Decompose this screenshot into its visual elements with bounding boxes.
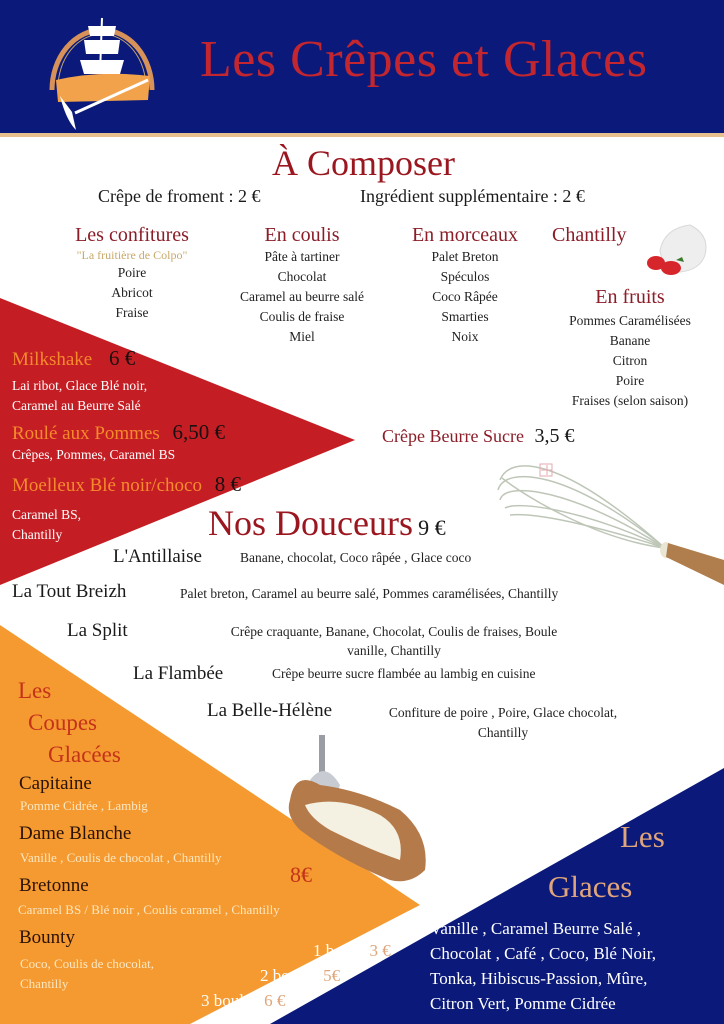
- list-item: Abricot: [111, 285, 153, 300]
- title-line: Glacées: [48, 742, 121, 767]
- special-desc: [12, 505, 81, 545]
- column-title: Les confitures: [75, 224, 189, 246]
- boule-price: 6 €: [264, 991, 286, 1010]
- fruits-column: [545, 286, 715, 411]
- coupe-name: Bretonne: [19, 875, 89, 896]
- title-line: Les: [620, 819, 665, 854]
- list-item: Palet Breton: [431, 249, 499, 264]
- desc-line: Chantilly: [20, 976, 69, 991]
- column-title: En coulis: [264, 224, 340, 246]
- glaces-title: [548, 812, 665, 912]
- boule-label: 1 boule: [313, 941, 364, 960]
- item-price: 3,5 €: [534, 425, 575, 447]
- special-item-moelleux: [12, 472, 241, 497]
- list-item: Miel: [289, 329, 315, 344]
- desc-line: vanille, Chantilly: [347, 643, 441, 658]
- coupes-price: 8€: [290, 862, 312, 887]
- item-name: Roulé aux Pommes: [12, 423, 160, 444]
- item-price: 6,50 €: [172, 420, 226, 444]
- title-line: Les: [18, 678, 52, 703]
- coupe-name: Dame Blanche: [19, 823, 132, 844]
- whisk-icon: [498, 464, 724, 585]
- item-price: 8 €: [214, 472, 241, 496]
- coupe-name: Capitaine: [19, 773, 92, 794]
- dish-desc: [358, 703, 648, 743]
- coupe-desc: Pomme Cidrée , Lambig: [20, 798, 148, 813]
- douceurs-header: [208, 502, 446, 544]
- desc-line: Coco, Coulis de chocolat,: [20, 956, 154, 971]
- base-price: Crêpe de froment : 2 €: [98, 186, 261, 206]
- desc-line: Confiture de poire , Poire, Glace chocolat,: [388, 705, 618, 720]
- page-title: Les Crêpes et Glaces: [200, 31, 648, 88]
- glaces-flavors: [430, 916, 656, 1016]
- flavor-line: Tonka, Hibiscus-Passion, Mûre,: [430, 969, 648, 988]
- boule-label: 3 boules: [201, 991, 259, 1010]
- coupe-name: Bounty: [19, 927, 75, 948]
- dish-desc: Banane, chocolat, Coco râpée , Glace coco: [240, 550, 472, 565]
- boule-label: 2 boules: [260, 966, 318, 985]
- list-item: Poire: [615, 373, 645, 388]
- header-border: [0, 133, 724, 137]
- coupe-desc: Caramel BS / Blé noir , Coulis caramel , Chantilly: [18, 902, 280, 917]
- coulis-column: [222, 224, 382, 347]
- list-item: Citron: [612, 353, 648, 368]
- column-title: En fruits: [595, 286, 665, 308]
- list-item: Fraises (selon saison): [571, 393, 689, 408]
- dish-desc: [184, 622, 604, 660]
- list-item: Coulis de fraise: [259, 309, 345, 324]
- desc-line: Caramel BS,: [12, 507, 81, 522]
- item-name: Milkshake: [12, 349, 93, 370]
- list-item: Poire: [117, 265, 147, 280]
- list-item: Caramel au beurre salé: [239, 289, 365, 304]
- boule-price-3: [201, 991, 285, 1011]
- list-item: Smarties: [441, 309, 489, 324]
- special-item-milkshake: [12, 346, 135, 371]
- flavor-line: Chocolat , Café , Coco, Blé Noir,: [430, 944, 656, 963]
- douceurs-price: 9 €: [418, 515, 446, 540]
- column-subtitle: "La fruitière de Colpo": [76, 248, 188, 262]
- title-line: Coupes: [28, 710, 97, 735]
- dish-desc: Crêpe beurre sucre flambée au lambig en cuisine: [272, 666, 536, 681]
- douceurs-title: Nos Douceurs: [208, 503, 413, 543]
- special-desc: [12, 376, 147, 416]
- item-name: Crêpe Beurre Sucre: [382, 426, 524, 446]
- desc-line: Chantilly: [477, 725, 529, 740]
- coupes-title: [18, 675, 121, 771]
- special-item-roule: [12, 420, 225, 445]
- list-item: Coco Râpée: [432, 289, 498, 304]
- item-name: Moelleux Blé noir/choco: [12, 475, 202, 496]
- confitures-column: [52, 224, 212, 323]
- chantilly-title: Chantilly: [552, 224, 627, 246]
- boule-price-2: [260, 966, 340, 986]
- column-title: En morceaux: [411, 224, 519, 246]
- item-price: 6 €: [108, 346, 136, 370]
- dish-name: La Flambée: [133, 663, 224, 684]
- special-desc: Crêpes, Pommes, Caramel BS: [12, 447, 176, 462]
- boule-price: 5€: [323, 966, 341, 985]
- coupe-desc: [20, 954, 154, 994]
- extra-ingredient-price: Ingrédient supplémentaire : 2 €: [360, 186, 585, 206]
- ship-logo-icon: [40, 8, 164, 130]
- flavor-line: Vanille , Caramel Beurre Salé ,: [430, 919, 642, 938]
- chantilly-strawberry-icon: [647, 225, 706, 275]
- desc-line: Lai ribot, Glace Blé noir,: [12, 378, 148, 393]
- list-item: Pâte à tartiner: [264, 249, 340, 264]
- desc-line: Crêpe craquante, Banane, Chocolat, Coulis de fraises, Boule: [230, 624, 558, 639]
- boule-price-1: [313, 941, 391, 961]
- dish-name: La Belle-Hélène: [207, 700, 333, 721]
- composer-title: À Composer: [272, 143, 455, 183]
- desc-line: Caramel au Beurre Salé: [12, 398, 141, 413]
- beurre-sucre-item: [382, 425, 574, 448]
- boule-price: 3 €: [369, 941, 391, 960]
- morceaux-column: [395, 224, 535, 347]
- coupe-desc: Vanille , Coulis de chocolat , Chantilly: [20, 850, 222, 865]
- list-item: Pommes Caramélisées: [569, 313, 691, 328]
- list-item: Fraise: [115, 305, 149, 320]
- title-line: Glaces: [548, 869, 633, 904]
- list-item: Banane: [609, 333, 651, 348]
- dish-name: La Tout Breizh: [12, 581, 127, 602]
- dish-desc: Palet breton, Caramel au beurre salé, Pommes caramélisées, Chantilly: [180, 586, 559, 601]
- list-item: Noix: [451, 329, 479, 344]
- dish-name: La Split: [67, 620, 128, 641]
- flavor-line: Citron Vert, Pomme Cidrée: [430, 994, 616, 1013]
- list-item: Chocolat: [277, 269, 327, 284]
- desc-line: Chantilly: [12, 527, 63, 542]
- list-item: Spéculos: [440, 269, 490, 284]
- dish-name: L'Antillaise: [113, 546, 202, 567]
